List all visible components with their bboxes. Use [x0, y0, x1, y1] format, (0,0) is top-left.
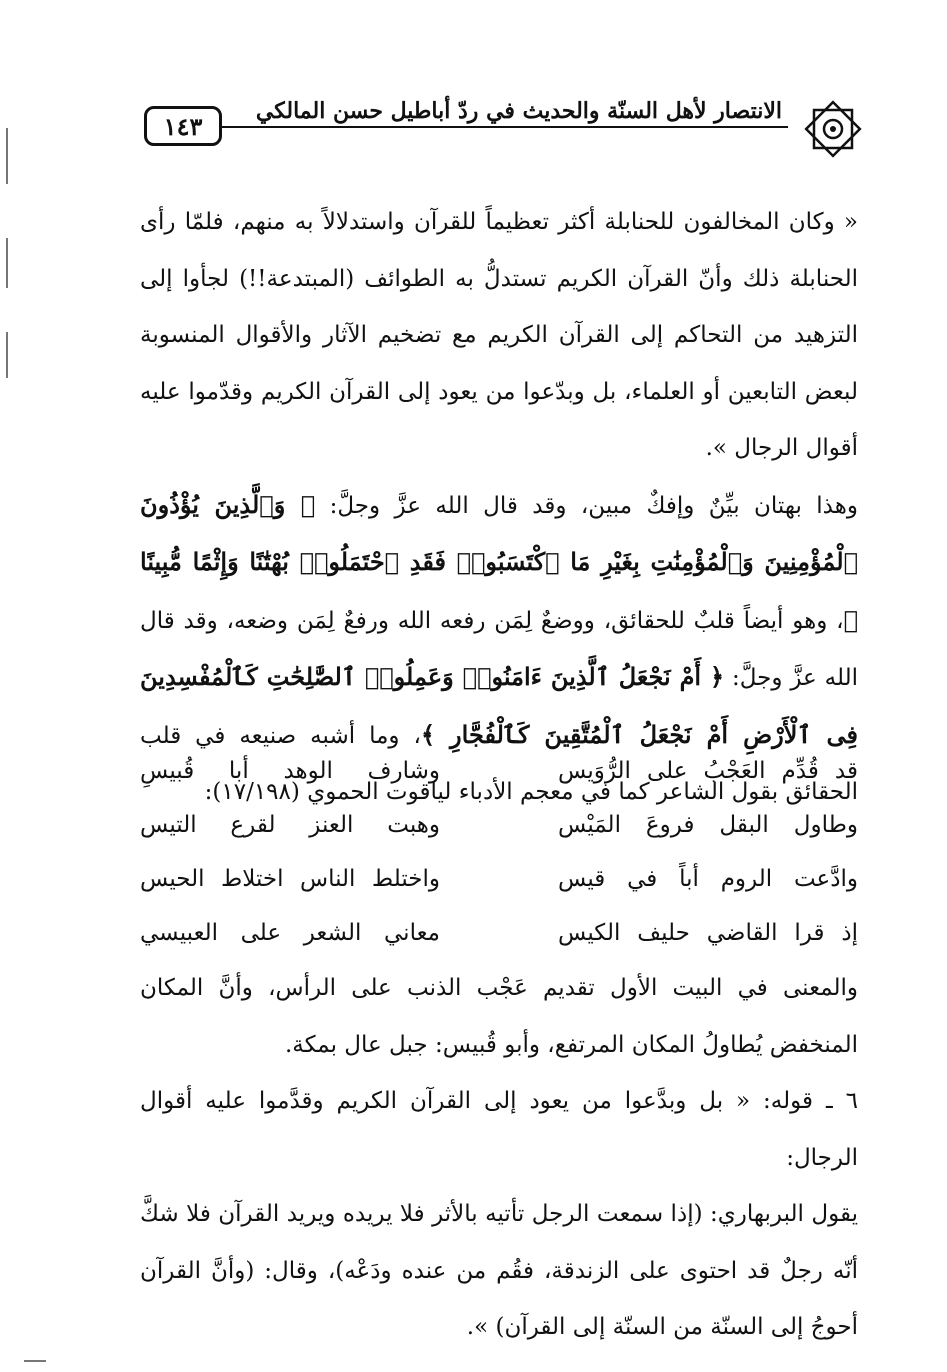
- explanation-block: [140, 960, 858, 1356]
- poem-verse: [140, 798, 858, 852]
- scan-mark: [6, 238, 8, 288]
- text-intro: وهذا بهتان بيِّنٌ وإفكٌ مبين، وقد قال الله عزَّ وجلَّ:: [315, 492, 858, 519]
- scan-mark: [24, 1360, 46, 1362]
- verse-right-hemistich: إذ قرا القاضي حليف الكيس: [558, 920, 858, 946]
- main-text-block: [140, 194, 858, 821]
- verse-left-hemistich: واختلط الناس اختلاط الحيس: [140, 866, 440, 892]
- quran-verse-2: ﴿ أَمْ نَجْعَلُ ٱلَّذِينَ ءَامَنُوا۟ وَعَمِلُوا۟ ٱلصَّٰلِحَٰتِ كَٱلْمُفْسِدِينَ فِى ٱلْأَرْضِ أَمْ نَجْعَلُ ٱلْمُتَّقِينَ كَٱلْفُجَّارِ ﴾: [140, 662, 858, 749]
- poem-verse: [140, 906, 858, 960]
- scan-mark: [6, 332, 8, 378]
- paragraph-meaning: والمعنى في البيت الأول تقديم عَجْب الذنب على الرأس، وأنَّ المكان المنخفض يُطاولُ المكان المرتفع، وأبو قُبيس: جبل عال بمكة.: [140, 975, 858, 1058]
- book-title: الانتصار لأهل السنّة والحديث في ردّ أباطيل حسن المالكي: [255, 98, 782, 124]
- quran-verse-1: ﴿ وَٱلَّذِينَ يُؤْذُونَ ٱلْمُؤْمِنِينَ وَٱلْمُؤْمِنَٰتِ بِغَيْرِ مَا ٱكْتَسَبُوا۟ فَقَدِ ٱحْتَمَلُوا۟ بُهْتَٰنًا وَإِثْمًا مُّبِينًا ﴾: [140, 489, 858, 634]
- star-ornament-icon: [800, 96, 866, 162]
- paragraph-quote: « وكان المخالفون للحنابلة أكثر تعظيماً للقرآن واستدلالاً به منهم، فلمّا رأى الحنابلة ذلك وأنّ القرآن الكريم تستدلُّ به الطوائف (المبتدعة!!) لجأوا إلى التزهيد من التحاكم إلى القرآن الكريم مع تضخيم الآثار والأقوال المنسوبة لبعض التابعين أو العلماء، بل وبدّعوا من يعود إلى القرآن الكريم وقدّموا عليه أقوال الرجال ».: [140, 209, 858, 461]
- paragraph-point-6: ٦ ـ قوله: « بل وبدَّعوا من يعود إلى القرآن الكريم وقدَّموا عليه أقوال الرجال:: [140, 1088, 858, 1171]
- scan-mark: [6, 128, 8, 184]
- verse-right-hemistich: وادَّعت الروم أباً في قيس: [558, 866, 858, 892]
- text-mid: ، وهو أيضاً قلبٌ للحقائق، ووضعٌ لِمَن رفعه الله ورفعٌ لِمَن وضعه، وقد قال الله عزَّ وجلَّ:: [140, 607, 858, 691]
- poem-verse: [140, 852, 858, 906]
- poem-block: [140, 744, 858, 960]
- poem-verse: [140, 744, 858, 798]
- paragraph-barbahari: يقول البربهاري: (إذا سمعت الرجل تأتيه بالأثر فلا يريده ويريد القرآن فلا شكَّ أنّه رجلٌ قد احتوى على الزندقة، فقُم من عنده ودَعْه)، وقال: (وأنَّ القرآن أحوجُ إلى السنّة من السنّة إلى القرآن) ».: [140, 1201, 858, 1340]
- verse-left-hemistich: وهبت العنز لقرع التيس: [140, 812, 440, 838]
- header-rule: [222, 126, 788, 128]
- verse-right-hemistich: قد قُدِّم العَجْبُ على الرُّوَيس: [558, 758, 858, 784]
- verse-left-hemistich: معاني الشعر على العبيسي: [140, 920, 440, 946]
- verse-left-hemistich: وشارف الوهد أبا قُبيسِ: [140, 758, 440, 784]
- text-end: ، وما أشبه صنيعه في قلب الحقائق بقول الشاعر كما في معجم الأدباء لياقوت الحموي (١٧/١٩٨):: [140, 722, 858, 805]
- verse-right-hemistich: وطاول البقل فروعَ المَيْس: [558, 812, 858, 838]
- page-header: [140, 92, 870, 164]
- page-number: ١٤٣: [144, 106, 222, 146]
